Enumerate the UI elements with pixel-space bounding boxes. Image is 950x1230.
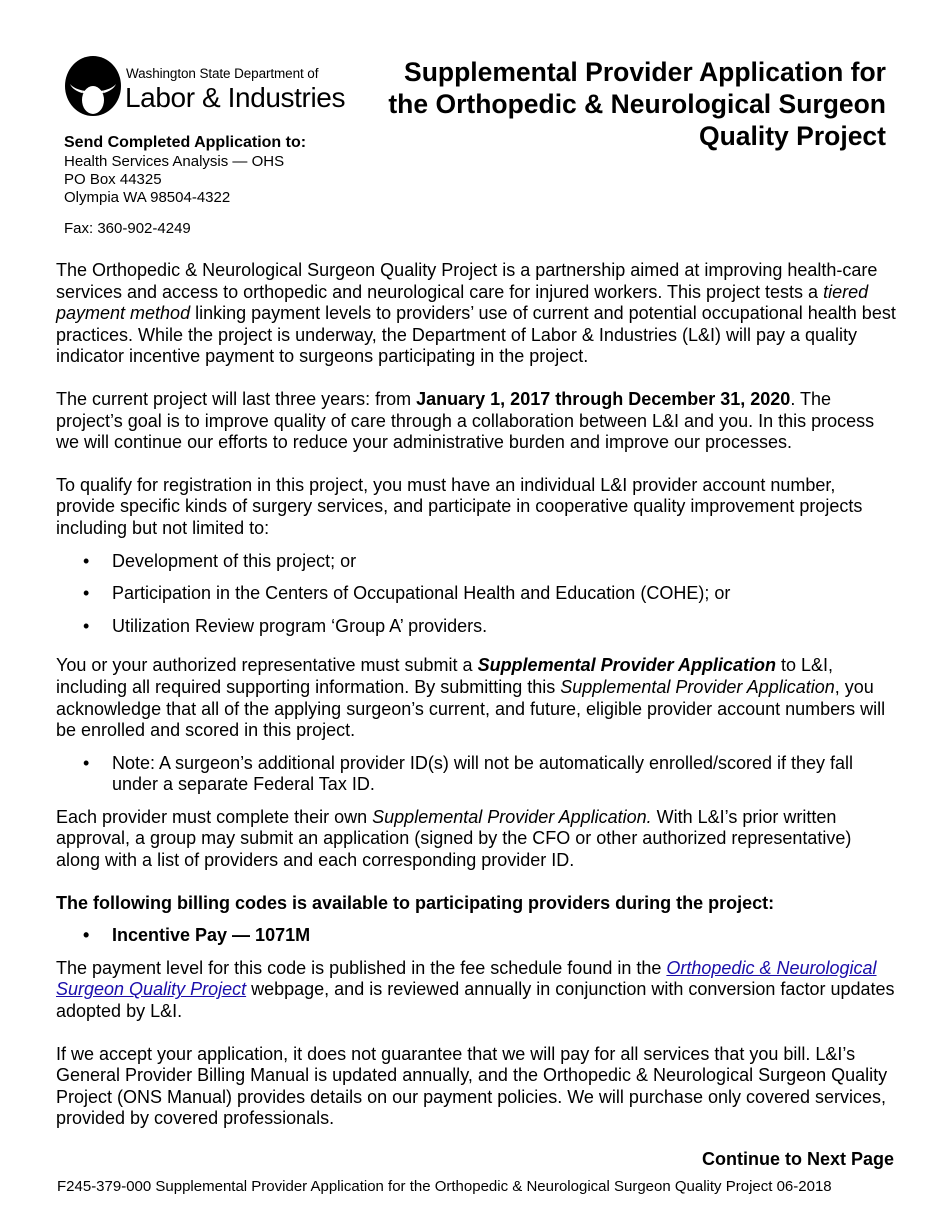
list-item: • Participation in the Centers of Occupational Health and Education (COHE); or [56, 583, 896, 605]
note-list [56, 753, 896, 796]
submit-bold-italic: Supplemental Provider Application [477, 655, 776, 676]
logo-line2: Labor & Industries [125, 82, 346, 113]
payment-text-1: The payment level for this code is published in the fee schedule found in the [56, 957, 667, 978]
billing-list [56, 925, 896, 947]
send-to-heading: Send Completed Application to: [64, 134, 307, 151]
duration-text-2: . The project’s goal is to improve quality of care through a collaboration between L&I and you. In this process we will continue our efforts to reduce your administrative burden and improve our processes. [56, 388, 875, 453]
note-item: • Note: A surgeon’s additional provider ID(s) will not be automatically enrolled/scored if they fall under a separate Federal Tax ID. [56, 753, 896, 796]
fax-number: Fax: 360-902-4249 [64, 220, 191, 237]
each-provider-text-2: With L&I’s prior written approval, a group may submit an application (signed by the CFO or other authorized representative) along with a list of providers and each corresponding provider ID. [56, 806, 852, 871]
intro-paragraph [56, 260, 896, 368]
payment-level-paragraph [56, 958, 896, 1023]
submit-text-1: You or your authorized representative must submit a [56, 655, 478, 676]
body-text [56, 260, 896, 1130]
title-line2: the Orthopedic & Neurological Surgeon [388, 89, 886, 119]
form-footer: F245-379-000 Supplemental Provider Application for the Orthopedic & Neurological Surgeon Quality Project 06-2018 [57, 1178, 832, 1195]
title-line1: Supplemental Provider Application for [404, 57, 886, 87]
duration-text-1: The current project will last three years: from [56, 388, 417, 409]
accept-paragraph: If we accept your application, it does not guarantee that we will pay for all services that you bill. L&I’s General Provider Billing Manual is updated annually, and the Orthopedic & Neurological Surgeon Quality Project (ONS Manual) provides details on our payment policies. We will purchase only covered services, provided by covered professionals. [56, 1043, 888, 1129]
address-line3: Olympia WA 98504-4322 [64, 189, 231, 206]
ons-project-link[interactable]: Orthopedic & Neurological Surgeon Quality Project [56, 957, 877, 1000]
logo-line1: Washington State Department of [126, 66, 319, 81]
intro-text-2: linking payment levels to providers’ use of current and potential occupational health best practices. While the project is underway, the Department of Labor & Industries (L&I) will pay a quality indicator incentive payment to surgeons participating in the project. [56, 303, 896, 367]
lni-logo-icon [64, 54, 122, 118]
each-provider-italic: Supplemental Provider Application. [372, 806, 652, 827]
submit-text-3: , you acknowledge that all of the applying surgeon’s current, and future, eligible provider account numbers will be enrolled and scored in this project. [56, 676, 886, 741]
intro-text-1: The Orthopedic & Neurological Surgeon Quality Project is a partnership aimed at improving health-care services and access to orthopedic and neurological care for injured workers. This project tests a [56, 260, 878, 302]
list-item: • Development of this project; or [56, 551, 896, 573]
lni-logo [64, 54, 346, 118]
each-provider-text-1: Each provider must complete their own [56, 806, 373, 827]
intro-italic: tiered payment method [56, 281, 869, 324]
submit-text-2: to L&I, including all required supporting information. By submitting this [56, 655, 833, 697]
duration-dates: January 1, 2017 through December 31, 2020 [416, 388, 791, 409]
continue-next-page: Continue to Next Page [701, 1149, 894, 1169]
submit-paragraph [56, 655, 896, 741]
address-line1: Health Services Analysis — OHS [64, 153, 285, 170]
each-provider-paragraph [56, 807, 896, 872]
address-line2: PO Box 44325 [64, 171, 162, 188]
list-item: • Utilization Review program ‘Group A’ providers. [56, 616, 896, 638]
qualify-paragraph: To qualify for registration in this project, you must have an individual L&I provider account number, provide specific kinds of surgery services, and participate in cooperative quality improvement projects including but not limited to: [56, 474, 863, 538]
billing-heading-text: The following billing codes is available to participating providers during the project: [56, 892, 775, 913]
submit-italic: Supplemental Provider Application [560, 676, 835, 697]
title-line3: Quality Project [698, 121, 886, 151]
duration-paragraph [56, 389, 896, 454]
billing-code-item: • Incentive Pay — 1071M [56, 925, 896, 947]
send-to-address [64, 133, 306, 238]
payment-text-2: webpage, and is reviewed annually in conjunction with conversion factor updates adopted by L&I. [56, 979, 895, 1022]
qualify-list [56, 551, 896, 638]
billing-heading [56, 893, 896, 915]
page-title [326, 56, 886, 152]
